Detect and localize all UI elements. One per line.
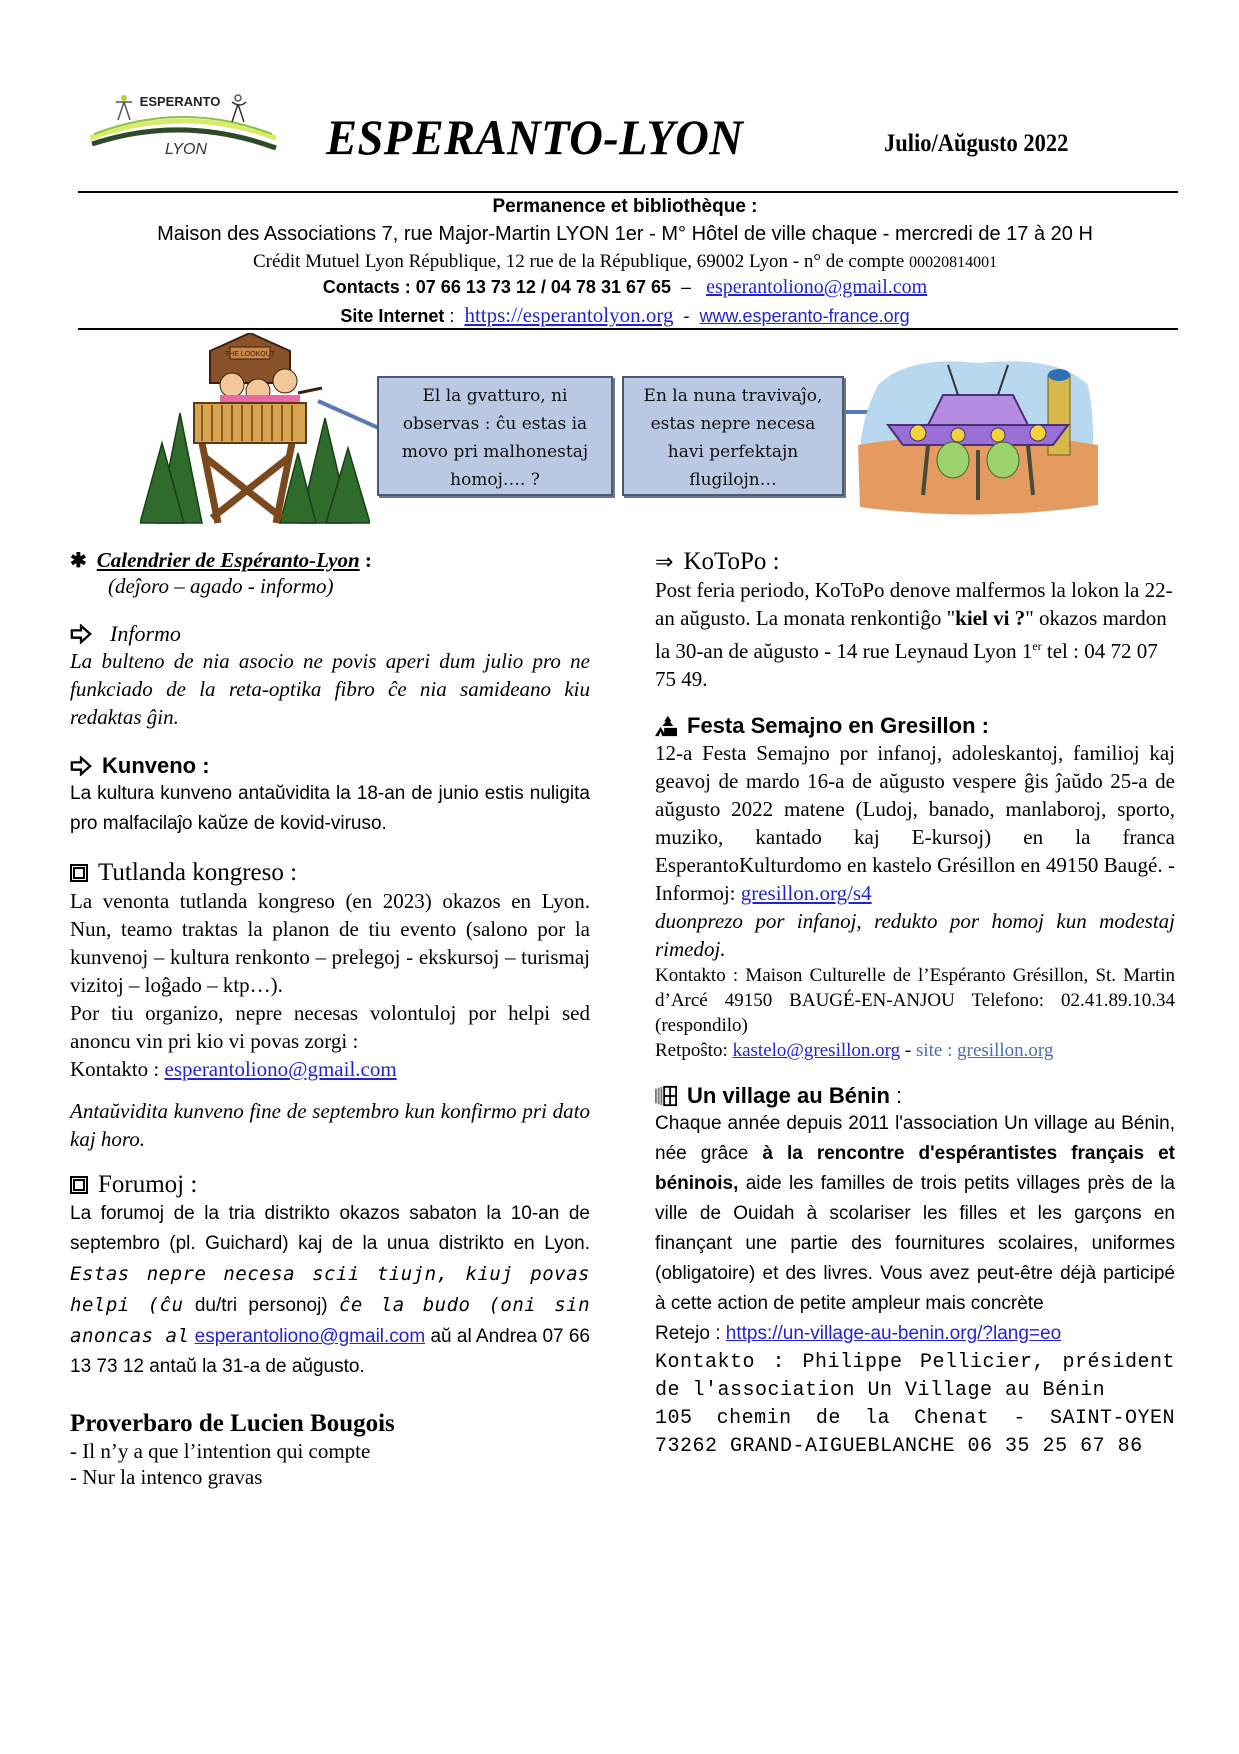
- lookout-tower-illustration: [140, 333, 370, 525]
- kunveno-title: Kunveno :: [102, 753, 210, 778]
- tutlanda-contact-label: Kontakto :: [70, 1057, 165, 1081]
- kotopo-text-c: tel : 04 72 07 75 49.: [655, 639, 1158, 691]
- calendar-colon: :: [359, 548, 372, 572]
- tutlanda-title: Tutlanda kongreso :: [98, 859, 298, 886]
- benin-body: [655, 1109, 1175, 1319]
- festa-info-link[interactable]: gresillon.org/s4: [740, 881, 872, 905]
- kotopo-body: [655, 576, 1175, 693]
- forumoj-text-d: ĉe la budo (oni sin anoncas al: [70, 1294, 591, 1347]
- benin-heading: [655, 1083, 1175, 1109]
- festa-contact: Kontakto : Maison Culturelle de l’Espéranto Grésillon, St. Martin d’Arcé 49150 BAUGÉ-EN-ANJOU Telefono: 02.41.89.10.34 (respondilo): [655, 965, 1175, 1036]
- festa-price-note: duonprezo por infanoj, redukto por homoj kun modestaj rimedoj.: [655, 909, 1175, 961]
- informo-body: La bulteno de nia asocio ne povis aperi dum julio pro ne funkciado de la reta-optika fibro ĉe nia samideano kiu redaktas ĝin.: [70, 649, 590, 729]
- calendar-title: Calendrier de Espéranto-Lyon: [96, 548, 360, 572]
- site-label: Site Internet: [340, 306, 445, 326]
- double-arrow-right-icon: ⇒: [655, 549, 674, 574]
- tutlanda-heading: [70, 859, 590, 887]
- issue-date: Julio/Aŭgusto 2022: [884, 130, 1069, 157]
- proverb-line: - Il n’y a que l’intention qui compte: [70, 1439, 371, 1463]
- spaceship-illustration: [848, 355, 1100, 515]
- site-colon: :: [449, 306, 455, 326]
- calendar-subtitle: (deĵoro – agado - informo): [108, 574, 334, 598]
- forumoj-title: Forumoj :: [98, 1171, 198, 1198]
- kunveno-body: La kultura kunveno antaŭvidita la 18-an de junio estis nuligita pro malfacilaĵo kaŭze de kovid-viruso.: [70, 783, 590, 834]
- festa-email-link[interactable]: kastelo@gresillon.org: [732, 1040, 901, 1061]
- speech-bubble-right: [622, 376, 844, 496]
- tutlanda-body-2: Por tiu organizo, nepre necesas volontuloj por helpi sed anoncu vin pri kio vi povas zorgi :: [70, 1001, 590, 1053]
- forumoj-heading: [70, 1171, 590, 1199]
- header-divider-top: [78, 191, 1178, 193]
- forumoj-text-e: aŭ al Andrea 07 66 13 73 12 antaŭ la 31-a de aŭgusto.: [70, 1326, 590, 1377]
- site-line: [70, 303, 1180, 328]
- window-grid-icon: [655, 1085, 677, 1107]
- benin-text-bold: à la rencontre d'espérantistes français et béninois,: [655, 1143, 1175, 1194]
- benin-web-line: [655, 1319, 1175, 1349]
- right-column: [655, 548, 1175, 1461]
- kotopo-text-bold: kiel vi ?: [955, 606, 1026, 630]
- forumoj-body: [70, 1199, 590, 1382]
- arrow-right-outline-icon: [70, 755, 92, 777]
- informo-title: Informo: [110, 621, 181, 646]
- festa-heading: [655, 713, 1175, 739]
- asterisk-icon: ✱: [70, 550, 87, 572]
- speech-bubble-left: [377, 376, 613, 496]
- tutlanda-note: Antaŭvidita kunveno fine de septembro kun konfirmo pri dato kaj horo.: [70, 1099, 590, 1151]
- bubble-line: observas : ĉu estas ia: [402, 414, 588, 434]
- header-divider-bottom: [78, 328, 1178, 330]
- newsletter-title: ESPERANTO-LYON: [326, 109, 744, 165]
- square-target-icon: [70, 1176, 88, 1194]
- contacts-phones: Contacts : 07 66 13 73 12 / 04 78 31 67 65: [322, 277, 672, 297]
- festa-email-line: [655, 1038, 1175, 1063]
- site-separator: -: [683, 306, 690, 326]
- proverbaro-heading: Proverbaro de Lucien Bougois: [70, 1410, 395, 1437]
- benin-web-label: Retejo :: [655, 1323, 726, 1344]
- arrow-right-outline-icon: [70, 623, 92, 645]
- esperanto-lyon-logo: [86, 86, 280, 158]
- forumoj-text-b: Estas nepre necesa scii tiujn, kiuj povas helpi (ĉu: [70, 1263, 590, 1316]
- kotopo-heading: [655, 548, 1175, 576]
- logo-top-text: ESPERANTO: [139, 94, 221, 109]
- contacts-line: [70, 276, 1180, 299]
- tutlanda-body-1: La venonta tutlanda kongreso (en 2023) okazos en Lyon. Nun, teamo traktas la planon de tiu evento (salono por la kunvenoj – kultura renkonto – prelegoj - ekskursoj – turismaj vizitoj – loĝado – ktp…).: [70, 889, 590, 997]
- benin-colon: :: [889, 1083, 903, 1108]
- benin-title: Un village au Bénin: [687, 1083, 890, 1108]
- account-number: 00020814001: [909, 254, 998, 271]
- bank-info: [70, 251, 1180, 273]
- bubble-line: havi perfektajn: [667, 442, 799, 462]
- square-target-icon: [70, 864, 88, 882]
- left-column: [70, 548, 590, 1490]
- benin-text-b: aide les familles de trois petits villages près de la ville de Ouidah à scolariser les filles et les garçons en finançant une partie des fournitures scolaires, uniformes (obligatoire) et des livres. Vous avez peut-être déjà participé à cette action de petite ampleur mais concrète: [655, 1173, 1175, 1314]
- forumoj-text-a: La forumoj de la tria distrikto okazos sabaton la 10-an de septembro (pl. Guichard) kaj de la unua distrikto en Lyon.: [70, 1203, 590, 1254]
- logo-bottom-text: LYON: [164, 141, 208, 158]
- bubble-line: flugilojn…: [689, 470, 777, 490]
- site-link-esperantolyon[interactable]: https://esperantolyon.org: [464, 303, 674, 327]
- tutlanda-contact: [70, 1055, 590, 1083]
- bubble-line: estas nepre necesa: [650, 414, 816, 434]
- festa-title: Festa Semajno en Gresillon :: [687, 713, 989, 738]
- calendar-heading: [70, 548, 590, 573]
- permanence-address: Maison des Associations 7, rue Major-Martin LYON 1er - M° Hôtel de ville chaque - mercredi de 17 à 20 H: [157, 223, 1093, 245]
- contacts-separator: –: [681, 277, 692, 297]
- site-link-esperanto-france[interactable]: www.esperanto-france.org: [699, 306, 910, 326]
- bubble-line: movo pri malhonestaj: [401, 442, 589, 462]
- forumoj-text-c: du/tri personoj): [183, 1295, 339, 1316]
- festa-site-link[interactable]: gresillon.org: [957, 1040, 1054, 1061]
- bubble-line: homoj…. ?: [450, 470, 540, 490]
- festa-site-label: site :: [915, 1040, 958, 1061]
- kotopo-text-a: Post feria periodo, KoToPo denove malfermos la lokon la 22-an aŭgusto. La monata renkontiĝo ": [655, 578, 1173, 630]
- kotopo-sup: er: [1032, 639, 1042, 653]
- informo-heading: [70, 621, 590, 647]
- forumoj-email-link[interactable]: esperantoliono@gmail.com: [194, 1326, 426, 1347]
- festa-text: 12-a Festa Semajno por infanoj, adoleskantoj, familioj kaj geavoj de mardo 16-a de aŭgusto vespere ĝis ĵaŭdo 25-a de aŭgusto 2022 matene (Ludoj, banado, manlaboroj, sporto, muziko, kantado kaj E-kursoj) en la franca EsperantoKulturdomo en kastelo Grésillon en 49150 Baugé. - Informoj:: [655, 741, 1175, 905]
- proverb-line: - Nur la intenco gravas: [70, 1465, 263, 1489]
- festa-site-sep: -: [900, 1040, 916, 1061]
- camp-tent-icon: [655, 715, 677, 737]
- benin-text-a: Chaque année depuis 2011 l'association Un village au Bénin, née grâce: [655, 1113, 1175, 1164]
- benin-address: 105 chemin de la Chenat - SAINT-OYEN 73262 GRAND-AIGUEBLANCHE 06 35 25 67 86: [655, 1407, 1175, 1458]
- bank-text: Crédit Mutuel Lyon République, 12 rue de la République, 69002 Lyon - n° de compte: [252, 251, 905, 272]
- lookout-sign-text: THE LOOKOUT: [224, 351, 276, 358]
- permanence-title: Permanence et bibliothèque :: [492, 196, 758, 217]
- benin-contact: Kontakto : Philippe Pellicier, président de l'association Un Village au Bénin: [655, 1351, 1175, 1402]
- bubble-line: El la gvatturo, ni: [422, 386, 568, 406]
- tutlanda-contact-email[interactable]: esperantoliono@gmail.com: [164, 1057, 397, 1081]
- festa-email-label: Retpoŝto:: [655, 1040, 733, 1061]
- festa-body: [655, 739, 1175, 907]
- kotopo-title: KoToPo :: [683, 548, 780, 575]
- bubble-line: En la nuna travivaĵo,: [643, 386, 823, 406]
- kunveno-heading: [70, 753, 590, 779]
- benin-web-link[interactable]: https://un-village-au-benin.org/?lang=eo: [725, 1323, 1062, 1344]
- contact-email-link[interactable]: esperantoliono@gmail.com: [706, 276, 928, 298]
- kotopo-text-b: " okazos mardon la 30-an de aŭgusto - 14 rue Leynaud Lyon 1: [655, 606, 1167, 663]
